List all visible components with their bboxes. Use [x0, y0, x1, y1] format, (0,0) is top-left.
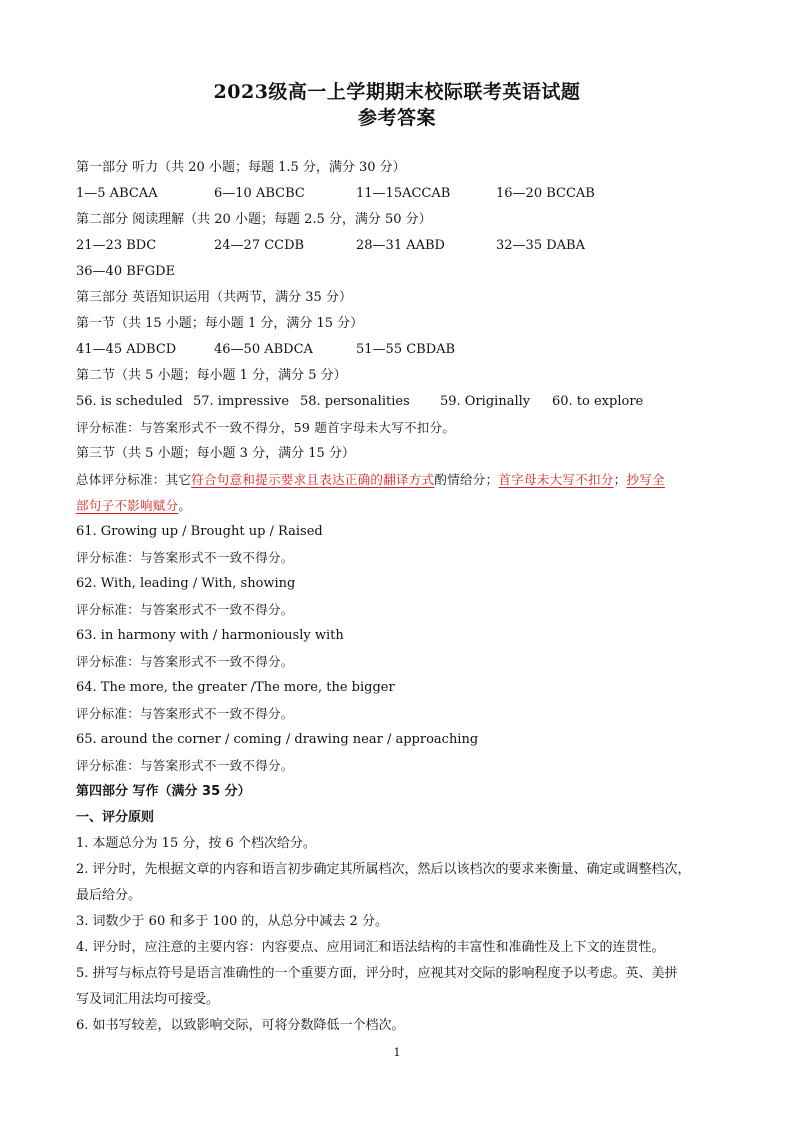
answer-group: 41—45 ADBCD: [76, 342, 177, 357]
scoring-rule: 2. 评分时，先根据文章的内容和语言初步确定其所属档次，然后以该档次的要求来衡量、确定或调整档次，: [76, 862, 691, 877]
part2-answers-row2: 36—40 BFGDE: [76, 264, 176, 279]
translation-answer: 62. With, leading / With, showing: [76, 576, 296, 591]
general-criteria-text: 酌情给分；: [434, 472, 499, 487]
answer-group: 46—50 ABDCA: [214, 342, 313, 357]
answer-group: 11—15ACCAB: [356, 186, 451, 201]
general-criteria-highlight: 抄写全: [626, 472, 665, 487]
part2-answers-row1: [76, 236, 776, 256]
answer-group: 24—27 CCDB: [214, 238, 305, 253]
scoring-rule: 6. 如书写较差，以致影响交际，可将分数降低一个档次。: [76, 1018, 405, 1033]
part3-heading: 第三部分 英语知识运用（共两节，满分 35 分）: [76, 290, 352, 305]
answer-group: 16—20 BCCAB: [496, 186, 595, 201]
part3-section1-heading: 第一节（共 15 小题；每小题 1 分，满分 15 分）: [76, 316, 364, 331]
answer-item: 59. Originally: [440, 394, 531, 409]
general-criteria-line2: [76, 496, 191, 516]
scoring-rule: 1. 本题总分为 15 分，按 6 个档次给分。: [76, 836, 316, 851]
page-number: 1: [393, 1046, 401, 1059]
scoring-rule: 3. 词数少于 60 和多于 100 的，从总分中减去 2 分。: [76, 914, 388, 929]
answer-group: 6—10 ABCBC: [214, 186, 305, 201]
part3-section1-answers: [76, 340, 776, 360]
answer-group: 51—55 CBDAB: [356, 342, 456, 357]
general-criteria-highlight: 部句子不影响赋分: [76, 498, 179, 513]
scoring-criteria: 评分标准：与答案形式不一致不得分。: [76, 602, 294, 617]
scoring-criteria: 评分标准：与答案形式不一致不得分。: [76, 758, 294, 773]
general-criteria-highlight: 符合句意和提示要求且表达正确的翻译方式: [191, 472, 435, 487]
scoring-criteria: 评分标准：与答案形式不一致不得分。: [76, 654, 294, 669]
general-criteria-line1: [76, 470, 665, 490]
answer-item: 60. to explore: [552, 394, 644, 409]
general-criteria-text: ；: [613, 472, 627, 487]
answer-item: 57. impressive: [193, 394, 290, 409]
translation-answer: 65. around the corner / coming / drawing near / approaching: [76, 732, 479, 747]
scoring-criteria: 评分标准：与答案形式不一致不得分。: [76, 706, 294, 721]
page-title: 2023级高一上学期期末校际联考英语试题: [213, 81, 581, 103]
answer-group: 32—35 DABA: [496, 238, 585, 253]
answer-group: 21—23 BDC: [76, 238, 157, 253]
general-criteria-highlight: 首字母未大写不扣分: [498, 472, 614, 487]
translation-answer: 63. in harmony with / harmoniously with: [76, 628, 344, 643]
general-criteria-text: 。: [178, 498, 192, 513]
part2-heading: 第二部分 阅读理解（共 20 小题；每题 2.5 分，满分 50 分）: [76, 212, 432, 227]
part1-heading: 第一部分 听力（共 20 小题；每题 1.5 分，满分 30 分）: [76, 160, 406, 175]
scoring-rule: 最后给分。: [76, 888, 142, 903]
part3-section2-heading: 第二节（共 5 小题；每小题 1 分，满分 5 分）: [76, 368, 347, 383]
part3-section2-answers: [76, 392, 776, 412]
page-subtitle: 参考答案: [357, 107, 436, 129]
part1-answers: [76, 184, 776, 204]
part4-heading: 第四部分 写作（满分 35 分）: [76, 784, 251, 799]
scoring-criteria: 评分标准：与答案形式不一致不得分，59 题首字母未大写不扣分。: [76, 420, 456, 435]
answer-group: 1—5 ABCAA: [76, 186, 158, 201]
scoring-rule: 4. 评分时，应注意的主要内容：内容要点、应用词汇和语法结构的丰富性和准确性及上下文的连贯性。: [76, 940, 665, 955]
answer-item: 58. personalities: [300, 394, 410, 409]
translation-answer: 64. The more, the greater /The more, the bigger: [76, 680, 395, 695]
part4-subheading: 一、评分原则: [76, 810, 155, 825]
part3-section3-heading: 第三节（共 5 小题；每小题 3 分，满分 15 分）: [76, 446, 355, 461]
translation-answer: 61. Growing up / Brought up / Raised: [76, 524, 323, 539]
answer-group: 28—31 AABD: [356, 238, 445, 253]
answer-item: 56. is scheduled: [76, 394, 183, 409]
scoring-rule: 5. 拼写与标点符号是语言准确性的一个重要方面，评分时，应视其对交际的影响程度予以考虑。英、美拼: [76, 966, 678, 981]
scoring-criteria: 评分标准：与答案形式不一致不得分。: [76, 550, 294, 565]
scoring-rule: 写及词汇用法均可接受。: [76, 992, 220, 1007]
general-criteria-text: 总体评分标准：其它: [76, 472, 192, 487]
